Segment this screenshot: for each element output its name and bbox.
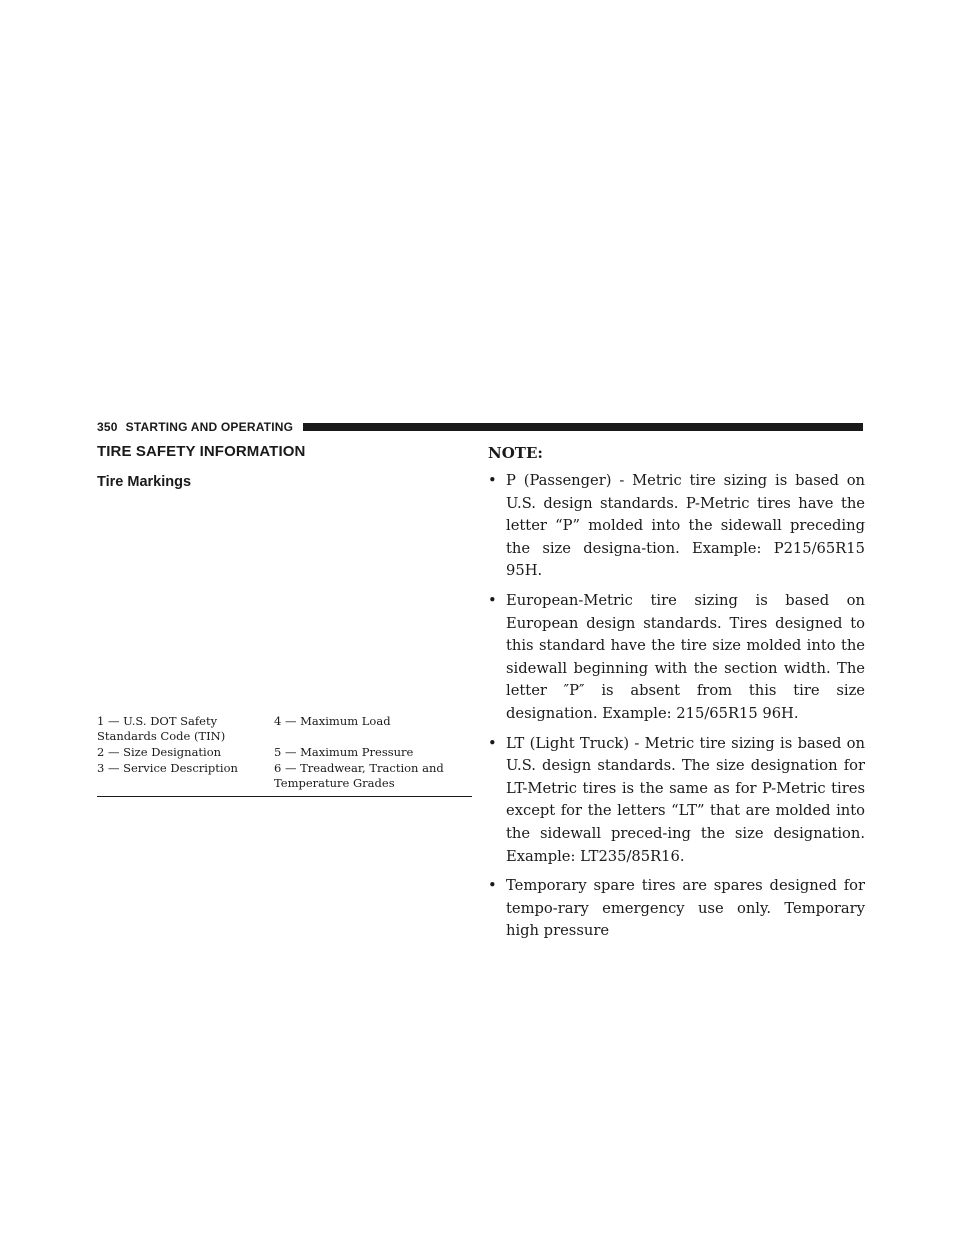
- list-item-text: European-Metric tire sizing is based on European design standards. Tires designed to this standard have the tire size molded into the sidewall beginning with the section width. The letter ″P″ is absent from this tire size designation. Example: 215/65R15 96H.: [506, 591, 865, 722]
- legend-item-4: 4 — Maximum Load: [274, 714, 391, 728]
- legend-item-3: 3 — Service Description: [97, 761, 238, 775]
- list-item: [488, 590, 865, 726]
- section-title: STARTING AND OPERATING: [125, 420, 294, 434]
- legend-item-1: 1 — U.S. DOT Safety Standards Code (TIN): [97, 714, 226, 743]
- figure-legend: [97, 714, 472, 797]
- list-item-text: P (Passenger) - Metric tire sizing is based on U.S. design standards. P-Metric tires have the letter “P” molded into the sidewall preceding the size designa-tion. Example: P215/65R15 95H.: [506, 472, 865, 580]
- list-item: [488, 875, 865, 943]
- header-rule: [303, 423, 863, 431]
- left-column: [97, 440, 472, 797]
- bullet-icon: •: [488, 591, 497, 609]
- bullet-icon: •: [488, 472, 497, 489]
- list-item-text: Temporary spare tires are spares designed for tempo-rary emergency use only. Temporary high pressure: [506, 877, 865, 940]
- section-heading: TIRE SAFETY INFORMATION: [97, 443, 306, 460]
- right-column: [488, 440, 865, 950]
- legend-item-5: 5 — Maximum Pressure: [274, 745, 414, 759]
- page-number: 350: [97, 420, 118, 434]
- bullet-icon: •: [488, 877, 497, 895]
- list-item-text: LT (Light Truck) - Metric tire sizing is based on U.S. design standards. The size designation for LT-Metric tires is the same as for P-Metric tires except for the letters “LT” that are molded into the sidewall preced-ing the size designation. Example: LT235/85R16.: [506, 734, 865, 865]
- page-header: [97, 420, 863, 434]
- legend-item-2: 2 — Size Designation: [97, 745, 222, 759]
- tire-markings-figure: [97, 490, 472, 714]
- bullet-icon: •: [488, 734, 497, 752]
- legend-item-6: 6 — Treadwear, Traction and Temperature Grades: [274, 761, 444, 790]
- list-item: [488, 733, 865, 869]
- subsection-heading: Tire Markings: [97, 474, 192, 490]
- note-list: [488, 470, 865, 943]
- note-label: NOTE:: [488, 444, 543, 462]
- list-item: [488, 470, 865, 583]
